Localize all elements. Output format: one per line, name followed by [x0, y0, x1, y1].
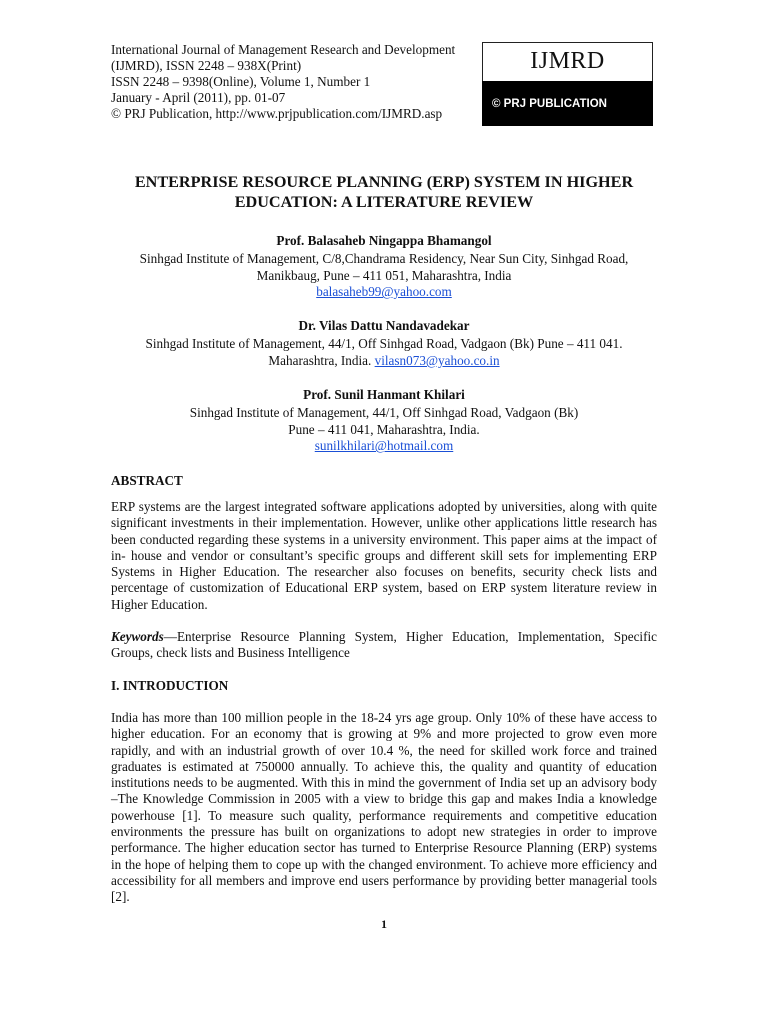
journal-line: January - April (2011), pp. 01-07 [111, 90, 286, 105]
journal-info [111, 42, 481, 122]
affiliation-text: Maharashtra, India. [268, 352, 375, 368]
affiliation-line: Manikbaug, Pune – 411 051, Maharashtra, India [256, 267, 512, 283]
email-line [100, 438, 668, 454]
journal-line: International Journal of Management Research and Development [111, 42, 456, 57]
title-line: ENTERPRISE RESOURCE PLANNING (ERP) SYSTEM IN HIGHER [134, 173, 634, 191]
author-block-1 [100, 233, 668, 301]
affiliation-line: Pune – 411 041, Maharashtra, India. [288, 421, 480, 437]
journal-line: © PRJ Publication, http://www.prjpublication.com/IJMRD.asp [111, 106, 443, 121]
page-number: 1 [381, 917, 387, 931]
keywords-text: —Enterprise Resource Planning System, Higher Education, Implementation, Specific Groups, check lists and Business Intelligence [111, 629, 657, 661]
journal-line: ISSN 2248 – 9398(Online), Volume 1, Number 1 [111, 74, 371, 89]
author-block-2 [100, 318, 668, 369]
author-email-link[interactable]: sunilkhilari@hotmail.com [314, 438, 454, 454]
author-email-link[interactable]: balasaheb99@yahoo.com [316, 284, 452, 300]
publisher-bar: © PRJ PUBLICATION [482, 81, 653, 126]
journal-brand-box [482, 42, 653, 126]
author-name: Dr. Vilas Dattu Nandavadekar [298, 318, 470, 333]
affiliation-line: Sinhgad Institute of Management, 44/1, Off Sinhgad Road, Vadgaon (Bk) Pune – 411 041. [145, 336, 623, 352]
author-name: Prof. Balasaheb Ningappa Bhamangol [276, 233, 492, 248]
author-name: Prof. Sunil Hanmant Khilari [303, 387, 465, 402]
email-line [100, 353, 668, 369]
email-line [100, 284, 668, 300]
author-block-3 [100, 387, 668, 455]
abstract-text: ERP systems are the largest integrated software applications adopted by universities, along with quite significant investments in their implementation. However, unlike other applications little research has been conducted regarding these systems in a university environment. This paper aims at the impact of in- house and vendor or consultant’s specific groups and different skill sets for implementing ERP Systems in Higher Education. The researcher also focuses on benefits, security check lists and percentage of customization of Educational ERP system, based on ERP system literature review in Higher Education. [111, 499, 657, 612]
affiliation-line: Sinhgad Institute of Management, 44/1, Off Sinhgad Road, Vadgaon (Bk) [189, 405, 579, 421]
introduction-text: India has more than 100 million people in the 18-24 yrs age group. Only 10% of these have access to higher education. For an economy that is growing at 9% and more projected to grow even more rapidly, and with an industrial growth of over 10.4 %, the need for skilled work force and trained graduates is estimated at 750000 annually. To achieve this, the quality and quantity of education institutions needs to be augmented. With this in mind the government of India set up an advisory body –The Knowledge Commission in 2005 with a view to bridge this gap and makes India a knowledge powerhouse [1]. To measure such quality, performance requirements and competitive education environments the pressure has built on organizations to adopt new strategies in order to improve performance. The higher education sector has turned to Enterprise Resource Planning (ERP) systems in the hope of helping them to cope up with the changed environment. To achieve more efficiency and accessibility for all members and improve end users performance by providing better managerial tools [2]. [111, 710, 657, 905]
abstract-heading: ABSTRACT [111, 473, 183, 488]
journal-brand-name: IJMRD [530, 48, 605, 74]
introduction-heading: I. INTRODUCTION [111, 678, 229, 693]
title-line: EDUCATION: A LITERATURE REVIEW [234, 193, 534, 211]
paper-title [100, 172, 668, 212]
journal-line: (IJMRD), ISSN 2248 – 938X(Print) [111, 58, 302, 73]
keywords-label: Keywords [111, 629, 164, 644]
affiliation-line: Sinhgad Institute of Management, C/8,Chandrama Residency, Near Sun City, Sinhgad Road, [139, 251, 629, 267]
author-email-link[interactable]: vilasn073@yahoo.co.in [374, 352, 500, 368]
keywords [111, 629, 657, 662]
